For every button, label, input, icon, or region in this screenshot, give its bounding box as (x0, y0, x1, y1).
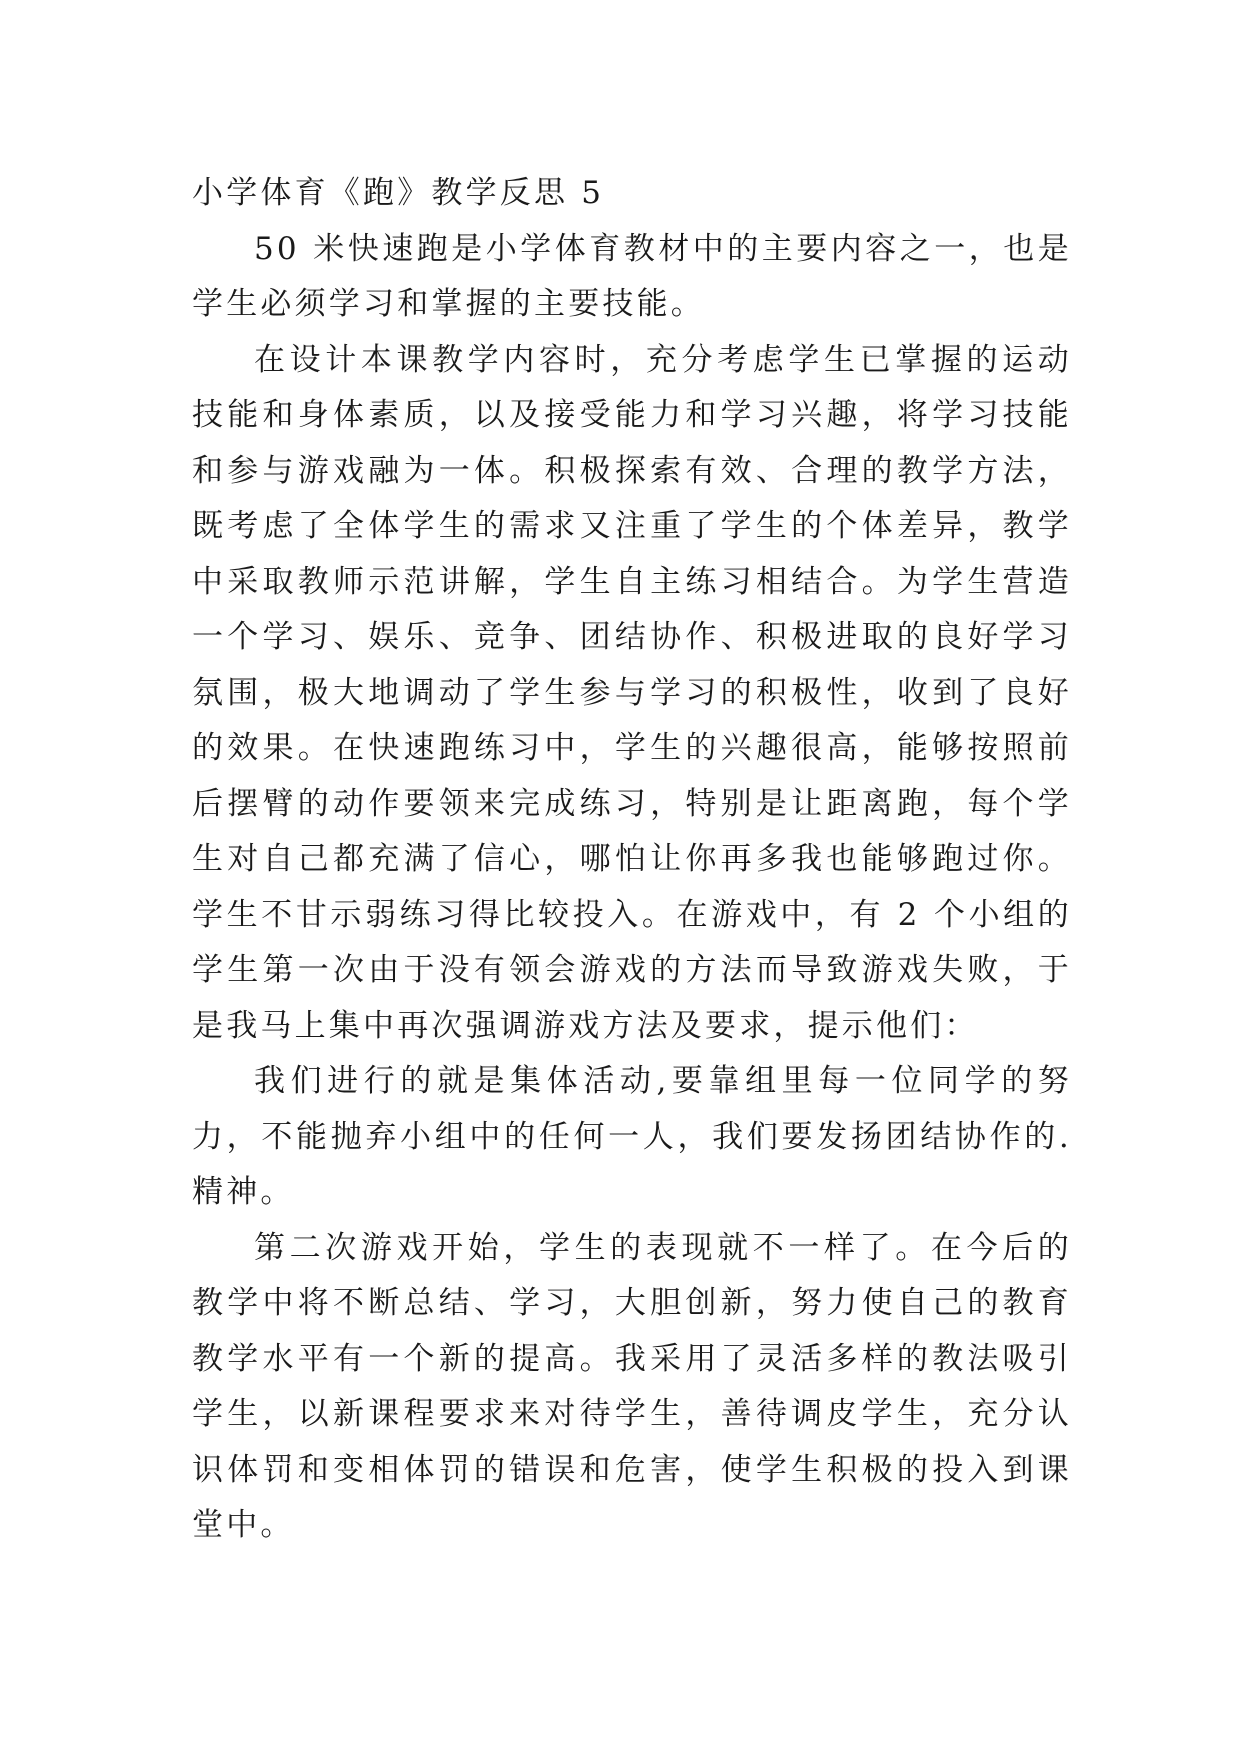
paragraph-teamwork-reminder: 我们进行的就是集体活动,要靠组里每一位同学的努力，不能抛弃小组中的任何一人，我们要发扬团结协作的.精神。 (192, 1063, 1072, 1210)
paragraph-reflection: 第二次游戏开始，学生的表现就不一样了。在今后的教学中将不断总结、学习，大胆创新，努力使自己的教育教学水平有一个新的提高。我采用了灵活多样的教法吸引学生，以新课程要求来对待学生，善待调皮学生，充分认识体罚和变相体罚的错误和危害，使学生积极的投入到课堂中。 (192, 1229, 1072, 1543)
document-title: 小学体育《跑》教学反思 5 (192, 175, 605, 211)
paragraph-intro: 50 米快速跑是小学体育教材中的主要内容之一，也是学生必须学习和掌握的主要技能。 (192, 230, 1072, 322)
paragraph-teaching-design: 在设计本课教学内容时，充分考虑学生已掌握的运动技能和身体素质，以及接受能力和学习兴趣，将学习技能和参与游戏融为一体。积极探索有效、合理的教学方法，既考虑了全体学生的需求又注重了学生的个体差异，教学中采取教师示范讲解，学生自主练习相结合。为学生营造一个学习、娱乐、竞争、团结协作、积极进取的良好学习氛围，极大地调动了学生参与学习的积极性，收到了良好的效果。在快速跑练习中，学生的兴趣很高，能够按照前后摆臂的动作要领来完成练习，特别是让距离跑，每个学生对自己都充满了信心，哪怕让你再多我也能够跑过你。学生不甘示弱练习得比较投入。在游戏中，有 2 个小组的学生第一次由于没有领会游戏的方法而导致游戏失败，于是我马上集中再次强调游戏方法及要求，提示他们： (192, 341, 1072, 1044)
document-body (192, 166, 1072, 1554)
